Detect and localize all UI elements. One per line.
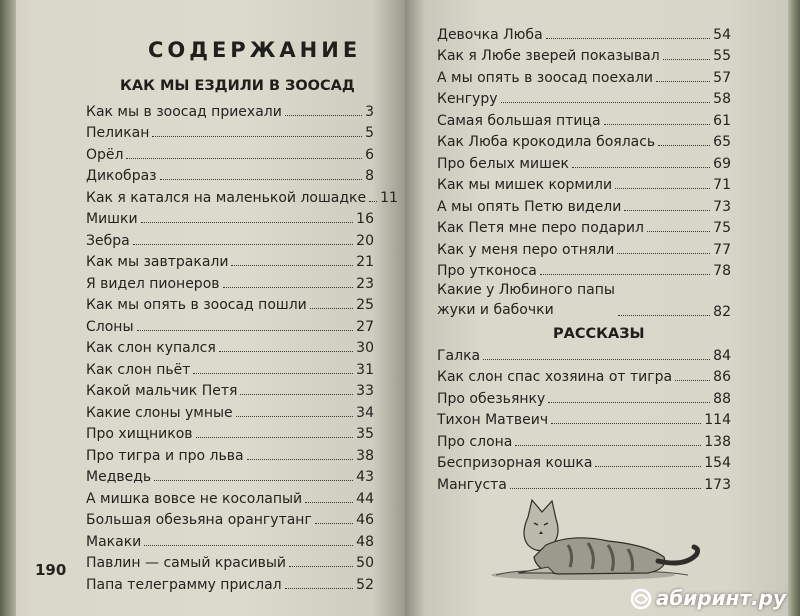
toc-entry[interactable]: Мишки 16 (86, 211, 374, 227)
section-title-stories: РАССКАЗЫ (553, 326, 645, 342)
toc-entry-line2: жуки и бабочки (437, 302, 554, 318)
toc-entry[interactable]: Большая обезьяна орангутанг 46 (86, 512, 374, 528)
toc-entry-line1: Какие у Любиного папы (437, 282, 615, 298)
book-edge-left (0, 0, 16, 616)
toc-list-right (437, 21, 731, 320)
toc-entry[interactable]: Как мы в зоосад приехали 3 (86, 103, 374, 120)
section-title-zoo: КАК МЫ ЕЗДИЛИ В ЗООСАД (120, 78, 355, 94)
labirint-logo-icon (630, 588, 652, 610)
toc-entry[interactable]: Про слона 138 (437, 433, 731, 450)
toc-entry[interactable]: Как я катался на маленькой лошадке 11 (86, 189, 398, 206)
toc-entry[interactable]: А мы опять в зоосад поехали 57 (437, 69, 731, 86)
toc-entry[interactable]: Какой мальчик Петя 33 (86, 383, 374, 399)
toc-entry[interactable]: Какие у Любиного папы жуки и бабочки 82 (437, 282, 731, 320)
toc-entry[interactable]: Как у меня перо отняли 77 (437, 241, 731, 258)
toc-entry[interactable]: Девочка Люба 54 (437, 26, 731, 43)
watermark (630, 586, 786, 611)
book-edge-right (788, 0, 800, 616)
toc-entry[interactable]: Как слон пьёт 31 (86, 361, 374, 378)
toc-entry[interactable]: Медведь 43 (86, 469, 374, 485)
toc-entry[interactable]: Как слон купался 30 (86, 340, 374, 356)
page-number: 190 (35, 561, 67, 579)
toc-entry[interactable]: Про хищников 35 (86, 426, 374, 442)
toc-entry[interactable]: Как Люба крокодила боялась 65 (437, 134, 731, 150)
toc-entry[interactable]: Слоны 27 (86, 318, 374, 335)
toc-entry[interactable]: А мы опять Петю видели 73 (437, 198, 731, 215)
toc-entry[interactable]: Как Петя мне перо подарил 75 (437, 220, 731, 236)
toc-entry[interactable]: Кенгуру 58 (437, 91, 731, 107)
toc-entry[interactable]: Как мы завтракали 21 (86, 254, 374, 270)
toc-entry[interactable]: Галка 84 (437, 347, 731, 364)
toc-entry[interactable]: Как мы мишек кормили 71 (437, 177, 731, 193)
toc-entry[interactable]: Макаки 48 (86, 533, 374, 550)
contents-title: СОДЕРЖАНИЕ (148, 38, 362, 62)
toc-entry[interactable]: Беспризорная кошка 154 (437, 455, 731, 471)
toc-entry[interactable]: Зебра 20 (86, 232, 374, 249)
toc-entry[interactable]: Как мы опять в зоосад пошли 25 (86, 297, 374, 313)
toc-entry[interactable]: Про тигра и про льва 38 (86, 447, 374, 464)
toc-entry[interactable]: А мишка вовсе не косолапый 44 (86, 490, 374, 507)
toc-entry[interactable]: Я видел пионеров 23 (86, 275, 374, 292)
cat-illustration (488, 495, 703, 585)
toc-entry[interactable]: Орёл 6 (86, 146, 374, 163)
toc-entry[interactable]: Про обезьянку 88 (437, 390, 731, 407)
toc-entry[interactable]: Павлин — самый красивый 50 (86, 555, 374, 571)
stories-list (437, 342, 731, 493)
toc-entry[interactable]: Какие слоны умные 34 (86, 404, 374, 421)
toc-entry[interactable]: Мангуста 173 (437, 476, 731, 493)
toc-entry[interactable]: Про белых мишек 69 (437, 155, 731, 172)
toc-entry[interactable]: Дикобраз 8 (86, 168, 374, 184)
toc-entry[interactable]: Про утконоса 78 (437, 263, 731, 279)
watermark-text: абиринт.ру (655, 585, 786, 610)
toc-entry[interactable]: Папа телеграмму прислал 52 (86, 576, 374, 593)
toc-entry[interactable]: Тихон Матвеич 114 (437, 412, 731, 428)
toc-entry[interactable]: Как я Любе зверей показывал 55 (437, 48, 731, 64)
toc-entry[interactable]: Как слон спас хозяина от тигра 86 (437, 369, 731, 385)
toc-entry[interactable]: Пеликан 5 (86, 125, 374, 141)
toc-entry[interactable]: Самая большая птица 61 (437, 112, 731, 129)
toc-list-left (86, 98, 398, 593)
